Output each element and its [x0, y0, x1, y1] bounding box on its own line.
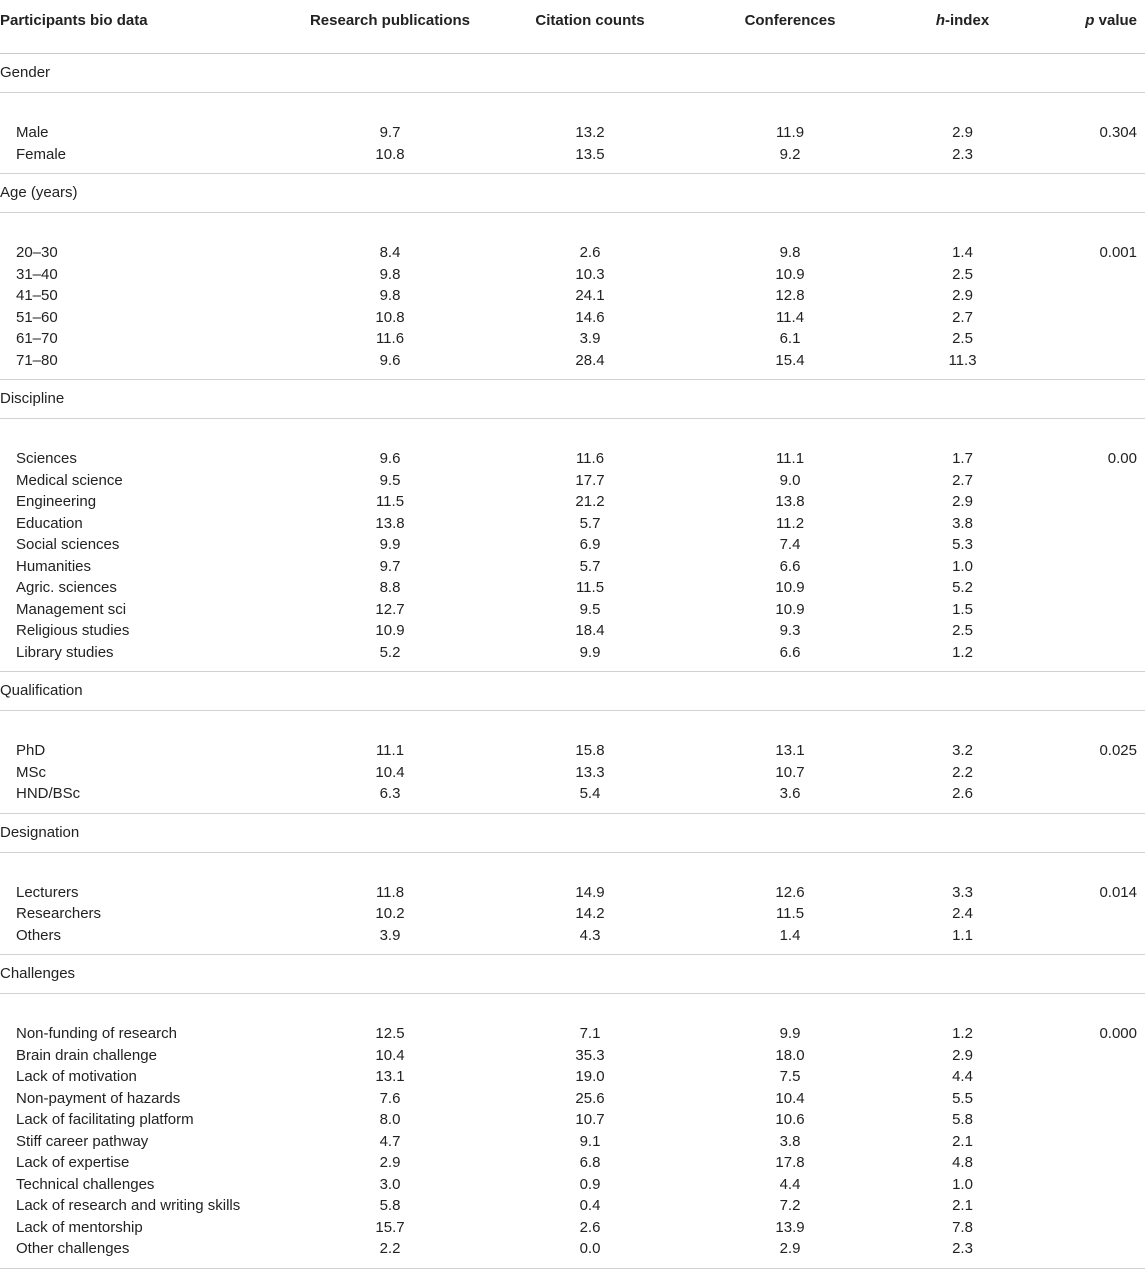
- citation-counts-cell: 14.6: [575, 308, 605, 326]
- research-publications-cell: 9.7: [379, 557, 401, 575]
- p-value-cell: [1035, 264, 1145, 286]
- header-h-index-rest: -index: [944, 12, 990, 29]
- p-value-cell: [1035, 470, 1145, 492]
- citation-counts-cell: 18.4: [575, 622, 605, 639]
- conferences-cell: 4.4: [779, 1175, 801, 1193]
- p-value-cell: [1035, 1174, 1145, 1196]
- p-value-cell: [1035, 620, 1145, 642]
- h-index-cell: 2.5: [952, 330, 973, 347]
- spacer-cell: [0, 852, 1145, 882]
- h-index-cell: 2.9: [952, 1046, 973, 1064]
- p-value-cell: 0.304: [1099, 124, 1137, 141]
- section-spacer: [0, 994, 1145, 1024]
- row-label: Library studies: [16, 643, 114, 661]
- p-value-cell: [1035, 642, 1145, 672]
- row-label: Brain drain challenge: [16, 1046, 157, 1064]
- conferences-cell: 11.1: [775, 450, 805, 467]
- citation-counts-cell: 11.5: [575, 579, 605, 596]
- table-row: [0, 448, 1145, 470]
- p-value-cell: [1035, 491, 1145, 513]
- research-publications-cell: 11.6: [375, 330, 405, 347]
- conferences-cell: 9.8: [779, 244, 801, 261]
- citation-counts-cell: 28.4: [575, 351, 605, 369]
- header-citation-counts: Citation counts: [535, 12, 645, 29]
- h-index-cell: 1.2: [952, 643, 973, 661]
- table-row: [0, 1195, 1145, 1217]
- row-label: Religious studies: [16, 622, 130, 639]
- header-p-value-rest: value: [1094, 12, 1137, 29]
- conferences-cell: 2.9: [779, 1240, 801, 1257]
- p-value-cell: [1035, 1238, 1145, 1268]
- p-value-cell: [1035, 307, 1145, 329]
- table-row: [0, 1131, 1145, 1153]
- p-value-cell: 0.014: [1099, 883, 1137, 901]
- conferences-cell: 15.4: [775, 351, 805, 369]
- research-publications-cell: 9.9: [379, 536, 401, 553]
- p-value-cell: [1035, 1045, 1145, 1067]
- section-spacer: [0, 93, 1145, 123]
- h-index-cell: 2.6: [952, 785, 973, 802]
- table-row: [0, 307, 1145, 329]
- p-value-cell: [1035, 1195, 1145, 1217]
- row-label: Lack of expertise: [16, 1154, 130, 1171]
- p-value-cell: 0.00: [1107, 450, 1137, 467]
- research-publications-cell: 8.0: [379, 1111, 401, 1128]
- table-row: [0, 122, 1145, 144]
- h-index-cell: 2.5: [952, 265, 973, 283]
- conferences-cell: 10.4: [775, 1089, 805, 1107]
- table-row: [0, 1174, 1145, 1196]
- conferences-cell: 6.1: [779, 330, 801, 347]
- conferences-cell: 7.5: [779, 1068, 801, 1085]
- h-index-cell: 1.0: [952, 1175, 973, 1193]
- table-row: [0, 1045, 1145, 1067]
- row-label: 71–80: [16, 351, 58, 369]
- header-conferences: Conferences: [744, 12, 836, 29]
- conferences-cell: 11.5: [775, 905, 805, 922]
- h-index-cell: 5.8: [952, 1111, 973, 1128]
- p-value-cell: [1035, 1066, 1145, 1088]
- citation-counts-cell: 13.2: [575, 124, 605, 141]
- row-label: Humanities: [16, 557, 92, 575]
- table-row: [0, 1066, 1145, 1088]
- table-row: [0, 925, 1145, 955]
- row-label: Lack of research and writing skills: [16, 1197, 241, 1214]
- research-publications-cell: 10.8: [375, 145, 405, 163]
- row-label: 61–70: [16, 330, 58, 347]
- conferences-cell: 9.9: [779, 1025, 801, 1042]
- row-label: HND/BSc: [16, 785, 81, 802]
- research-publications-cell: 13.8: [375, 514, 405, 532]
- research-publications-cell: 2.9: [379, 1154, 401, 1171]
- citation-counts-cell: 13.3: [575, 763, 605, 781]
- research-publications-cell: 9.7: [379, 124, 401, 141]
- h-index-cell: 5.2: [952, 579, 973, 596]
- conferences-cell: 3.8: [779, 1132, 801, 1150]
- p-value-cell: [1035, 577, 1145, 599]
- conferences-cell: 10.9: [775, 600, 805, 618]
- conferences-cell: 10.6: [775, 1111, 805, 1128]
- row-label: 20–30: [16, 244, 58, 261]
- h-index-cell: 5.3: [952, 536, 973, 553]
- conferences-cell: 6.6: [779, 643, 801, 661]
- row-label: Management sci: [16, 600, 127, 618]
- citation-counts-cell: 25.6: [575, 1089, 605, 1107]
- research-publications-cell: 10.4: [375, 1046, 405, 1064]
- table-row: [0, 620, 1145, 642]
- h-index-cell: 2.7: [952, 471, 973, 489]
- p-value-cell: [1035, 783, 1145, 813]
- research-publications-cell: 15.7: [375, 1218, 405, 1236]
- research-publications-cell: 12.5: [375, 1025, 405, 1042]
- research-publications-cell: 6.3: [379, 785, 401, 802]
- table-row: [0, 1023, 1145, 1045]
- citation-counts-cell: 21.2: [575, 493, 605, 510]
- research-publications-cell: 3.9: [379, 926, 401, 944]
- h-index-cell: 2.4: [952, 905, 973, 922]
- p-value-cell: [1035, 556, 1145, 578]
- section-title: Qualification: [0, 682, 83, 699]
- p-value-cell: [1035, 513, 1145, 535]
- h-index-cell: 1.5: [952, 600, 973, 618]
- table-row: [0, 577, 1145, 599]
- p-value-cell: 0.001: [1099, 244, 1137, 261]
- row-label: Female: [16, 145, 67, 163]
- citation-counts-cell: 2.6: [579, 244, 601, 261]
- section-spacer: [0, 419, 1145, 449]
- header-participants-bio-data: Participants bio data: [0, 12, 148, 29]
- table-row: [0, 534, 1145, 556]
- p-value-cell: [1035, 328, 1145, 350]
- p-value-cell: 0.000: [1099, 1025, 1137, 1042]
- p-value-cell: [1035, 1088, 1145, 1110]
- spacer-cell: [0, 994, 1145, 1024]
- conferences-cell: 7.2: [779, 1197, 801, 1214]
- conferences-cell: 13.9: [775, 1218, 805, 1236]
- research-publications-cell: 11.5: [375, 493, 405, 510]
- p-value-cell: [1035, 1152, 1145, 1174]
- citation-counts-cell: 2.6: [579, 1218, 601, 1236]
- conferences-cell: 10.9: [775, 579, 805, 596]
- section-header-row: [0, 813, 1145, 852]
- conferences-cell: 1.4: [779, 926, 801, 944]
- row-label: Social sciences: [16, 536, 120, 553]
- table-row: [0, 1109, 1145, 1131]
- header-p-value-italic: p: [1085, 12, 1095, 29]
- spacer-cell: [0, 419, 1145, 449]
- p-value-cell: 0.025: [1099, 742, 1137, 759]
- citation-counts-cell: 4.3: [579, 926, 601, 944]
- p-value-cell: [1035, 144, 1145, 174]
- h-index-cell: 2.3: [952, 145, 973, 163]
- h-index-cell: 3.3: [952, 883, 973, 901]
- section-title: Gender: [0, 64, 51, 81]
- research-publications-cell: 11.1: [375, 742, 405, 759]
- p-value-cell: [1035, 534, 1145, 556]
- row-label: Lack of facilitating platform: [16, 1111, 194, 1128]
- citation-counts-cell: 11.6: [575, 450, 605, 467]
- row-label: Lecturers: [16, 883, 79, 901]
- row-label: Sciences: [16, 450, 77, 467]
- research-publications-cell: 8.8: [379, 579, 401, 596]
- research-publications-cell: 9.8: [379, 265, 401, 283]
- h-index-cell: 2.7: [952, 308, 973, 326]
- row-label: Lack of mentorship: [16, 1218, 143, 1236]
- row-label: 41–50: [16, 287, 58, 304]
- section-title: Age (years): [0, 184, 78, 201]
- h-index-cell: 1.0: [952, 557, 973, 575]
- h-index-cell: 3.2: [952, 742, 973, 759]
- section-spacer: [0, 711, 1145, 741]
- citation-counts-cell: 0.9: [579, 1175, 601, 1193]
- research-publications-cell: 12.7: [375, 600, 405, 618]
- p-value-cell: [1035, 762, 1145, 784]
- h-index-cell: 3.8: [952, 514, 973, 532]
- conferences-cell: 10.9: [775, 265, 805, 283]
- conferences-cell: 6.6: [779, 557, 801, 575]
- h-index-cell: 2.9: [952, 287, 973, 304]
- h-index-cell: 2.1: [952, 1132, 973, 1150]
- table-row: [0, 1088, 1145, 1110]
- citation-counts-cell: 7.1: [579, 1025, 601, 1042]
- table-row: [0, 491, 1145, 513]
- section-spacer: [0, 213, 1145, 243]
- h-index-cell: 5.5: [952, 1089, 973, 1107]
- research-publications-cell: 5.2: [379, 643, 401, 661]
- research-publications-cell: 10.9: [375, 622, 405, 639]
- row-label: Technical challenges: [16, 1175, 155, 1193]
- conferences-cell: 7.4: [779, 536, 801, 553]
- table-row: [0, 740, 1145, 762]
- h-index-cell: 2.5: [952, 622, 973, 639]
- conferences-cell: 18.0: [775, 1046, 805, 1064]
- h-index-cell: 4.4: [952, 1068, 973, 1085]
- section-header-row: [0, 955, 1145, 994]
- h-index-cell: 2.2: [952, 763, 973, 781]
- conferences-cell: 12.8: [775, 287, 805, 304]
- table-row: [0, 556, 1145, 578]
- research-publications-cell: 9.5: [379, 471, 401, 489]
- citation-counts-cell: 5.7: [579, 557, 601, 575]
- table-body: [0, 54, 1145, 1269]
- p-value-cell: [1035, 925, 1145, 955]
- row-label: Education: [16, 514, 83, 532]
- header-research-publications: Research publications: [309, 12, 471, 29]
- h-index-cell: 1.7: [952, 450, 973, 467]
- conferences-cell: 13.1: [775, 742, 805, 759]
- h-index-cell: 2.9: [952, 493, 973, 510]
- citation-counts-cell: 19.0: [575, 1068, 605, 1085]
- row-label: Male: [16, 124, 49, 141]
- h-index-cell: 4.8: [952, 1154, 973, 1171]
- conferences-cell: 10.7: [775, 763, 805, 781]
- research-publications-cell: 5.8: [379, 1197, 401, 1214]
- section-header-row: [0, 380, 1145, 419]
- header-row: [0, 0, 1145, 54]
- table-header: [0, 0, 1145, 54]
- citation-counts-cell: 10.3: [575, 265, 605, 283]
- h-index-cell: 2.9: [952, 124, 973, 141]
- h-index-cell: 2.3: [952, 1240, 973, 1257]
- citation-counts-cell: 13.5: [575, 145, 605, 163]
- conferences-cell: 17.8: [775, 1154, 805, 1171]
- table-row: [0, 1152, 1145, 1174]
- research-publications-cell: 9.6: [379, 351, 401, 369]
- p-value-cell: [1035, 599, 1145, 621]
- research-publications-cell: 8.4: [379, 244, 401, 261]
- h-index-cell: 1.1: [952, 926, 973, 944]
- p-value-cell: [1035, 903, 1145, 925]
- citation-counts-cell: 0.4: [579, 1197, 601, 1214]
- spacer-cell: [0, 93, 1145, 123]
- spacer-cell: [0, 213, 1145, 243]
- table-row: [0, 242, 1145, 264]
- research-publications-cell: 7.6: [379, 1089, 401, 1107]
- research-publications-cell: 13.1: [375, 1068, 405, 1085]
- citation-counts-cell: 9.5: [579, 600, 601, 618]
- citation-counts-cell: 3.9: [579, 330, 601, 347]
- table-row: [0, 882, 1145, 904]
- citation-counts-cell: 9.9: [579, 643, 601, 661]
- row-label: 31–40: [16, 265, 58, 283]
- table-row: [0, 903, 1145, 925]
- h-index-cell: 7.8: [952, 1218, 973, 1236]
- conferences-cell: 3.6: [779, 785, 801, 802]
- citation-counts-cell: 15.8: [575, 742, 605, 759]
- h-index-cell: 2.1: [952, 1197, 973, 1214]
- research-publications-cell: 10.8: [375, 308, 405, 326]
- table-row: [0, 350, 1145, 380]
- row-label: Researchers: [16, 905, 102, 922]
- table-row: [0, 762, 1145, 784]
- p-value-cell: [1035, 1109, 1145, 1131]
- section-title: Designation: [0, 823, 80, 841]
- citation-counts-cell: 14.9: [575, 883, 605, 901]
- table-row: [0, 783, 1145, 813]
- section-header-row: [0, 672, 1145, 711]
- conferences-cell: 11.9: [775, 124, 805, 141]
- p-value-cell: [1035, 1131, 1145, 1153]
- spacer-cell: [0, 711, 1145, 741]
- section-header-row: [0, 54, 1145, 93]
- table-row: [0, 470, 1145, 492]
- citation-counts-cell: 17.7: [575, 471, 605, 489]
- row-label: MSc: [16, 763, 46, 781]
- row-label: Agric. sciences: [16, 579, 117, 596]
- row-label: Stiff career pathway: [16, 1132, 149, 1150]
- row-label: Other challenges: [16, 1240, 130, 1257]
- row-label: Non-payment of hazards: [16, 1089, 181, 1107]
- research-publications-cell: 2.2: [379, 1240, 401, 1257]
- conferences-cell: 11.2: [775, 514, 805, 532]
- table-row: [0, 328, 1145, 350]
- conferences-cell: 11.4: [775, 308, 805, 326]
- row-label: PhD: [16, 742, 46, 759]
- table-row: [0, 642, 1145, 672]
- table-row: [0, 144, 1145, 174]
- h-index-cell: 1.4: [952, 244, 973, 261]
- h-index-cell: 1.2: [952, 1025, 973, 1042]
- citation-counts-cell: 10.7: [575, 1111, 605, 1128]
- table-row: [0, 1217, 1145, 1239]
- row-label: 51–60: [16, 308, 58, 326]
- header-h-index-italic: h: [935, 12, 945, 29]
- section-title: Challenges: [0, 965, 76, 982]
- research-publications-cell: 3.0: [379, 1175, 401, 1193]
- citation-counts-cell: 24.1: [575, 287, 605, 304]
- research-publications-cell: 4.7: [379, 1132, 401, 1150]
- research-publications-cell: 11.8: [375, 883, 405, 901]
- conferences-cell: 12.6: [775, 883, 805, 901]
- row-label: Non-funding of research: [16, 1025, 177, 1042]
- section-spacer: [0, 852, 1145, 882]
- research-publications-cell: 10.2: [375, 905, 405, 922]
- table-row: [0, 513, 1145, 535]
- citation-counts-cell: 14.2: [575, 905, 605, 922]
- section-title: Discipline: [0, 390, 65, 407]
- p-value-cell: [1035, 1217, 1145, 1239]
- p-value-cell: [1035, 350, 1145, 380]
- table-row: [0, 599, 1145, 621]
- row-label: Engineering: [16, 493, 97, 510]
- research-publications-cell: 9.6: [379, 450, 401, 467]
- header-p-value: [1035, 0, 1145, 54]
- citation-counts-cell: 5.4: [579, 785, 601, 802]
- conferences-cell: 9.2: [779, 145, 801, 163]
- conferences-cell: 9.0: [779, 471, 801, 489]
- research-publications-cell: 9.8: [379, 287, 401, 304]
- citation-counts-cell: 9.1: [579, 1132, 601, 1150]
- citation-counts-cell: 5.7: [579, 514, 601, 532]
- header-h-index: [890, 0, 1035, 54]
- table-row: [0, 285, 1145, 307]
- row-label: Lack of motivation: [16, 1068, 137, 1085]
- row-label: Medical science: [16, 471, 123, 489]
- citation-counts-cell: 0.0: [579, 1240, 601, 1257]
- section-header-row: [0, 174, 1145, 213]
- table-row: [0, 1238, 1145, 1268]
- row-label: Others: [16, 926, 62, 944]
- citation-counts-cell: 35.3: [575, 1046, 605, 1064]
- research-publications-cell: 10.4: [375, 763, 405, 781]
- citation-counts-cell: 6.9: [579, 536, 601, 553]
- table-row: [0, 264, 1145, 286]
- conferences-cell: 13.8: [775, 493, 805, 510]
- citation-counts-cell: 6.8: [579, 1154, 601, 1171]
- conferences-cell: 9.3: [779, 622, 801, 639]
- h-index-cell: 11.3: [948, 351, 977, 369]
- p-value-cell: [1035, 285, 1145, 307]
